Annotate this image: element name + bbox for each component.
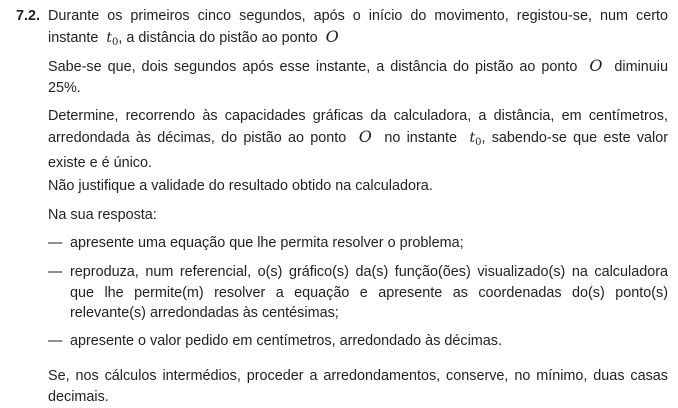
dash-marker: — (48, 333, 63, 349)
task-text-b: no instante (384, 129, 457, 146)
point-o: O (325, 26, 339, 46)
instruction-item (48, 262, 668, 324)
question-intro-paragraph (48, 6, 668, 53)
task-paragraph (48, 106, 668, 174)
instruction-text: apresente uma equação que lhe permita resolver o problema; (70, 235, 464, 251)
point-o: O (589, 56, 603, 75)
answer-instructions-heading: Na sua resposta: (48, 207, 157, 223)
question-number: 7.2. (16, 8, 41, 24)
no-justification-note: Não justifique a validade do resultado obtido na calculadora. (48, 178, 433, 194)
rounding-note: Se, nos cálculos intermédios, proceder a arredondamentos, conserve, no mínimo, duas casas decimais. (48, 368, 668, 405)
point-o: O (358, 126, 372, 146)
variable-t0: $t_0$ (469, 129, 482, 148)
instruction-text: reproduza, num referencial, o(s) gráfico(s) da(s) função(ões) visualizado(s) na calculadora que lhe permite(m) resolver a equação e apresente as coordenadas do(s) ponto(s) relevante(s) arredondadas às centésimas; (70, 264, 668, 321)
given-text-a: Sabe-se que, dois segundos após esse instante, a distância do pistão ao ponto (48, 59, 578, 75)
instruction-text: apresente o valor pedido em centímetros, arredondado às décimas. (70, 333, 502, 349)
given-info-paragraph (48, 56, 668, 98)
given-text-b: diminuiu 25%. (48, 59, 668, 96)
instruction-item (48, 331, 668, 352)
task-text-c: , sabendo-se que este valor existe e é único. (48, 129, 669, 171)
dash-marker: — (48, 235, 63, 251)
intro-text-a: Durante os primeiros cinco segundos, após o início do movimento, registou-se, num certo instante (48, 8, 668, 46)
dash-marker: — (48, 264, 63, 280)
variable-t0: $t_0$ (106, 29, 119, 48)
task-text-a: Determine, recorrendo às capacidades gráficas da calculadora, a distância, em centímetros, arredondada às décimas, do pistão ao ponto (48, 108, 668, 146)
instruction-item (48, 233, 668, 254)
intro-text-b: , a distância do pistão ao ponto (118, 29, 318, 46)
